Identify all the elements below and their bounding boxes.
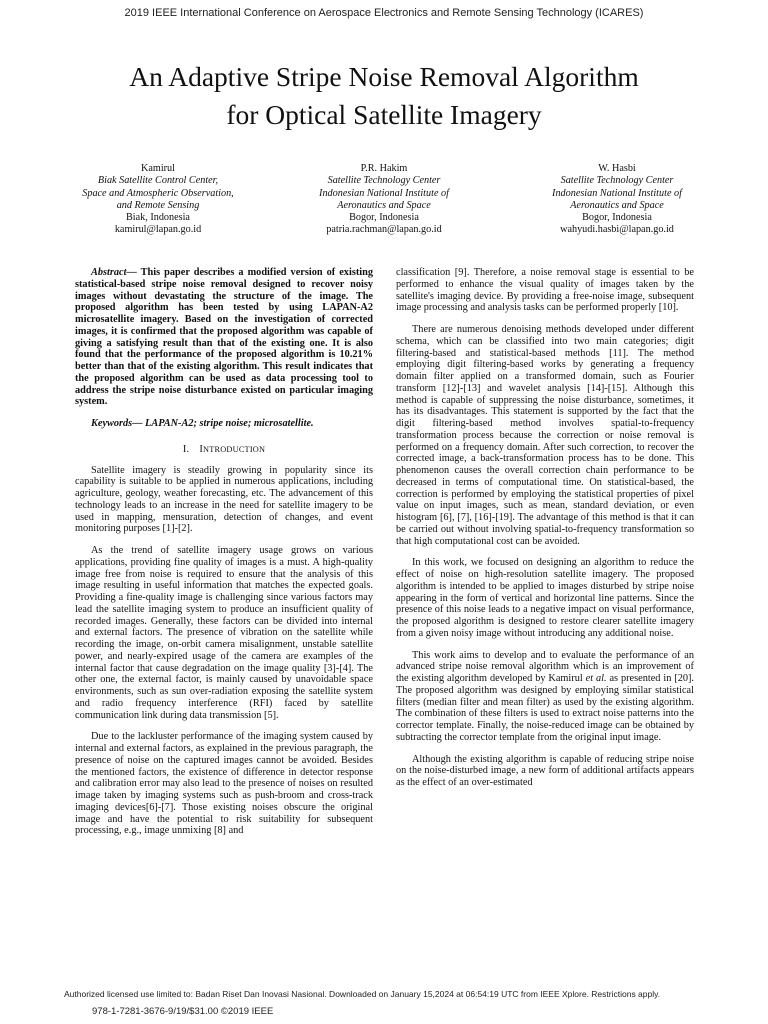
author-location: Bogor, Indonesia bbox=[582, 212, 652, 224]
author-email[interactable]: wahyudi.hasbi@lapan.go.id bbox=[560, 224, 674, 236]
paragraph: There are numerous denoising methods developed under different schema, which can be classified into two main categories; digit filtering-based and statistical-based methods [11]. The method employing digit filtering-based works by generating a frequency domain filter applied on a transformed domain, such as Fourier transform [12]-[13] and wavelet analysis [14]-[15]. Although this method is capable of suppressing the noise disturbance, sometimes, it has its disadvantages. This statement is supported by the fact that the digit filtering-based method involves spatial-to-frequency transformation process because the correction or noise removal is performed on a frequency domain. After such correction, to recover the corrected image, a back-transformation process has to be done. This phenomenon causes the overall correction chain performance to be decreased in terms of computational time. On statistical-based, the correction is performed by employing the statistical properties of pixel value on input images, such as mean, standard deviation, or even histogram [6], [7], [16]-[19]. The advantage of this method is that it can be carried out without involving spatial-to-frequency transformation so that high computational cost can be avoided. bbox=[396, 324, 694, 547]
left-column bbox=[75, 267, 373, 847]
et-al: et al. bbox=[585, 673, 607, 684]
author-3 bbox=[502, 163, 732, 237]
author-email[interactable]: kamirul@lapan.go.id bbox=[114, 224, 202, 236]
isbn-line: 978-1-7281-3676-9/19/$31.00 ©2019 IEEE bbox=[92, 1006, 274, 1017]
paragraph: As the trend of satellite imagery usage grows on various applications, providing fine quality of images is a must. A high-quality image free from noise is required to ensure that the analysis of this image resulting in useful information that matches the expected goals. Providing a fine-quality image is challenging since various factors may lead the satellite imaging system to produce an insufficient quality of recorded images. Generally, these factors can be divided into internal and external factors. The presence of vibration on the satellite while recording the image, on-orbit camera misalignment, unstable satellite power, and nearly-expired usage of the camera are examples of the internal factor that cause degradation on the image quality [3]-[4]. The other one, the external factor, is mainly caused by unavoidable space environments, such as sun over-radiation exposing the satellite system and radio frequency interference (RFI) faced by satellite communication link during data transmission [5]. bbox=[75, 545, 373, 721]
author-1 bbox=[43, 163, 273, 237]
paragraph: Although the existing algorithm is capable of reducing stripe noise on the noise-disturbed image, a new form of additional artifacts appears as the effect of an over-estimated bbox=[396, 753, 694, 788]
author-name: P.R. Hakim bbox=[360, 163, 408, 174]
author-affiliation: Indonesian National Institute of bbox=[319, 187, 449, 199]
author-2 bbox=[269, 163, 499, 237]
license-footer: Authorized licensed use limited to: Badan Riset Dan Inovasi Nasional. Downloaded on January 15,2024 at 06:54:19 UTC from IEEE Xplore. Restrictions apply. bbox=[64, 989, 661, 999]
author-affiliation: Satellite Technology Center bbox=[327, 175, 441, 187]
author-location: Biak, Indonesia bbox=[126, 212, 190, 224]
author-location: Bogor, Indonesia bbox=[349, 212, 419, 224]
paragraph: Due to the lackluster performance of the imaging system caused by internal and external factors, as explained in the previous paragraph, the presence of noise on the captured images cannot be avoided. Besides the mentioned factors, the existence of difference in detector response and calibration error may also lead to the presence of noises on resulted image taken by imaging systems such as push-broom and cross-track imaging devices[6]-[7]. Those existing noises obscure the original image and have the potential to risk suitability for subsequent processing, e.g., image unmixing [8] and bbox=[75, 731, 373, 837]
paper-title-line-1: An Adaptive Stripe Noise Removal Algorithm bbox=[129, 61, 639, 92]
author-affiliation: Indonesian National Institute of bbox=[552, 187, 682, 199]
paragraph: In this work, we focused on designing an algorithm to reduce the effect of noise on high-resolution satellite imagery. The proposed algorithm is intended to be applied to images disturbed by stripe noise appearing in the form of vertical and horizontal line patterns. Since the presence of this noise leads to a negative impact on visual performance, the proposed algorithm is designed to restore clearer satellite imagery from a given noisy image without introducing any additional noise. bbox=[396, 557, 694, 639]
conference-header: 2019 IEEE International Conference on Aerospace Electronics and Remote Sensing Technology (ICARES) bbox=[124, 7, 644, 19]
paper-title bbox=[40, 58, 728, 134]
author-name: W. Hasbi bbox=[598, 163, 636, 174]
author-affiliation: Biak Satellite Control Center, bbox=[97, 175, 219, 187]
section-title-rest: NTRODUCTION bbox=[203, 444, 266, 454]
author-affiliation: Space and Atmospheric Observation, bbox=[82, 187, 234, 199]
author-affiliation: and Remote Sensing bbox=[116, 199, 200, 211]
section-heading-introduction bbox=[75, 444, 373, 456]
right-column bbox=[396, 267, 694, 799]
paragraph: Satellite imagery is steadily growing in popularity since its capability is suitable to be applied in numerous applications, including agriculture, geology, weather forecasting, etc. The advancement of this technology leads to an increase in the need for satellite imagery to be used in mapping, mensuration, detection of changes, and event monitoring purposes [1]-[2]. bbox=[75, 464, 373, 535]
author-affiliation: Satellite Technology Center bbox=[560, 175, 674, 187]
abstract-text: This paper describes a modified version of existing statistical-based stripe noise removal designed to recover noisy images without devastating the structure of the image. The proposed algorithm has been tested by using LAPAN-A2 microsatellite imagery. Based on the investigation of corrected images, it is confirmed that the proposed algorithm was capable of giving a satisfying result than that of the existing one. It is also found that the performance of the proposed algorithm is 10.21% better than that of the existing algorithm. This result indicates that the proposed algorithm can be used as data processing tool to address the stripe noise disturbance existed on particular imaging system. bbox=[75, 267, 373, 408]
abstract bbox=[75, 267, 373, 408]
paragraph-text: as presented in [20]. The proposed algorithm was designed by employing similar statistical filters (median filter and mean filter) as used by the existing algorithm. The combination of these filters is used to extract noise patterns into the corrector template. Finally, the noise-reduced image can be obtained by subtracting the corrector template from the original input image. bbox=[396, 673, 695, 743]
abstract-lead: Abstract— bbox=[91, 267, 137, 278]
paragraph-continuation: classification [9]. Therefore, a noise removal stage is essential to be performed to enhance the visual quality of images taken by the satellite's imaging device. By providing a free-noise image, subsequent image processing and analysis tasks can be performed properly [10]. bbox=[396, 267, 694, 314]
section-title-initial: I bbox=[199, 443, 204, 455]
paragraph bbox=[396, 650, 694, 744]
author-name: Kamirul bbox=[141, 163, 175, 174]
section-number: I. bbox=[182, 443, 190, 455]
author-affiliation: Aeronautics and Space bbox=[337, 199, 431, 211]
author-email[interactable]: patria.rachman@lapan.go.id bbox=[326, 224, 442, 236]
paragraph-text: This work aims to develop and to evaluate the performance of an advanced stripe noise removal algorithm which is an improvement of the existing algorithm developed by Kamirul bbox=[396, 649, 694, 684]
paper-title-line-2: for Optical Satellite Imagery bbox=[226, 99, 542, 130]
author-affiliation: Aeronautics and Space bbox=[570, 199, 664, 211]
keywords: Keywords— LAPAN-A2; stripe noise; microsatellite. bbox=[91, 418, 314, 429]
